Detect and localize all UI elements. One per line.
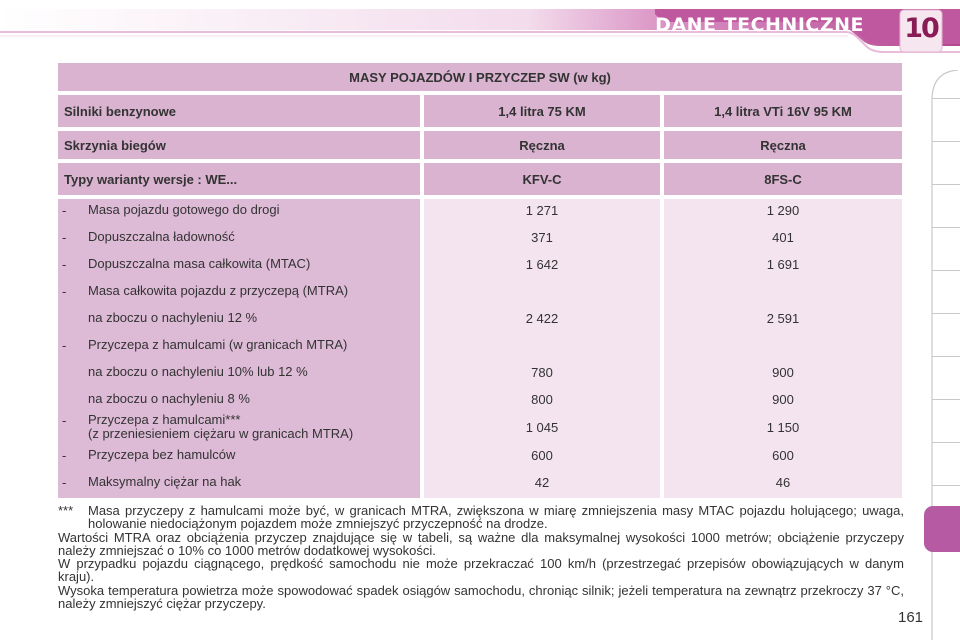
row-value-col1: 1 642	[525, 257, 559, 272]
tab-divider	[932, 399, 960, 400]
row-dash: -	[62, 257, 67, 272]
tab-divider	[932, 141, 960, 142]
table-body	[58, 199, 902, 498]
row-value-col1: 780	[531, 365, 553, 380]
table-title-row	[58, 63, 902, 91]
row-value-col2: 1 150	[766, 420, 800, 435]
tab-divider	[932, 485, 960, 486]
row-dash: -	[62, 475, 67, 490]
row-value-col1: 1 045	[525, 420, 559, 435]
header-col1: 1,4 litra 75 KM	[424, 95, 660, 127]
row-dash: -	[62, 284, 67, 299]
row-value-col1: 42	[534, 475, 550, 490]
row-label: na zboczu o nachyleniu 12 %	[88, 310, 258, 325]
tab-edge-outline	[924, 70, 960, 640]
tab-divider	[932, 184, 960, 185]
row-value-col2: 1 290	[766, 203, 800, 218]
footnote	[58, 504, 904, 531]
page-number: 161	[898, 609, 924, 626]
table-header-row	[58, 131, 902, 159]
row-value-col2: 900	[772, 392, 794, 407]
tab-divider	[932, 356, 960, 357]
row-label: Masa całkowita pojazdu z przyczepą (MTRA)	[88, 283, 349, 298]
row-value-col1: 371	[531, 230, 553, 245]
row-value-col2: 600	[772, 448, 794, 463]
header-label: Skrzynia biegów	[58, 131, 420, 159]
header-col2: 8FS-C	[664, 163, 902, 195]
row-value-col2: 401	[772, 230, 794, 245]
row-label: Dopuszczalna ładowność	[88, 229, 235, 244]
row-label-line1: Przyczepa z hamulcami***	[88, 412, 241, 427]
row-label-line2: (z przeniesieniem ciężaru w granicach MTRA)	[88, 426, 354, 441]
active-chapter-tab[interactable]	[924, 506, 960, 552]
chapter-tabs	[924, 70, 960, 640]
header-col2: Ręczna	[664, 131, 902, 159]
tab-divider	[932, 227, 960, 228]
note-paragraph: W przypadku pojazdu ciągnącego, prędkość samochodu nie może przekraczać 100 km/h (przestrzegać przepisów obowiązujących w danym kraju).	[58, 556, 904, 585]
row-dash: -	[62, 230, 67, 245]
header-col2: 1,4 litra VTi 16V 95 KM	[664, 95, 902, 127]
row-value-col2: 46	[775, 475, 791, 490]
row-label: Masa pojazdu gotowego do drogi	[88, 202, 280, 217]
footnote-text: Masa przyczepy z hamulcami może być, w granicach MTRA, zwiększona w miarę zmniejszenia masy MTAC pojazdu holującego; uwaga, holowanie niedociążonym pojazdem może zmniejszyć przyczepność na drodze.	[88, 503, 904, 532]
row-value-col1: 2 422	[525, 311, 559, 326]
row-value-col1: 1 271	[525, 203, 559, 218]
row-value-col2: 900	[772, 365, 794, 380]
note-paragraph: Wysoka temperatura powietrza może spowodować spadek osiągów samochodu, chroniąc silnik; jeżeli temperatura na zewnątrz przekroczy 37 °C, należy zmniejszyć ciężar przyczepy.	[58, 582, 904, 612]
note-paragraph: Wartości MTRA oraz obciążenia przyczep znajdujące się w tabeli, są ważne dla maksymalnej wysokości 1000 metrów; obciążenie przyczepy należy zmniejszać o 10% co 1000 metrów dodatkowej wysokości.	[58, 529, 904, 558]
header-col1: KFV-C	[424, 163, 660, 195]
row-value-col2: 2 591	[766, 311, 800, 326]
footnote-mark: ***	[58, 503, 74, 518]
table-title: MASY POJAZDÓW I PRZYCZEP SW (w kg)	[58, 63, 902, 91]
row-value-col1: 800	[531, 392, 553, 407]
table-header-row	[58, 95, 902, 127]
row-dash: -	[62, 448, 67, 463]
row-dash: -	[62, 203, 67, 218]
header-label: Typy warianty wersje : WE...	[58, 163, 420, 195]
tab-divider	[932, 442, 960, 443]
notes-section	[58, 504, 904, 610]
row-label: Dopuszczalna masa całkowita (MTAC)	[88, 256, 311, 271]
row-label: na zboczu o nachyleniu 10% lub 12 %	[88, 364, 308, 379]
tab-divider	[932, 313, 960, 314]
chapter-number: 10	[904, 13, 938, 44]
row-label: na zboczu o nachyleniu 8 %	[88, 391, 250, 406]
chapter-title: DANE TECHNICZNE	[655, 14, 864, 36]
row-dash: -	[62, 338, 67, 353]
row-label: Maksymalny ciężar na hak	[88, 474, 242, 489]
tab-divider	[932, 98, 960, 99]
row-label: Przyczepa bez hamulców	[88, 447, 236, 462]
header-label: Silniki benzynowe	[58, 95, 420, 127]
table-header-row	[58, 163, 902, 195]
row-dash: -	[62, 413, 67, 428]
tab-divider	[932, 270, 960, 271]
row-label	[88, 413, 418, 441]
row-label: Przyczepa z hamulcami (w granicach MTRA)	[88, 337, 348, 352]
header-col1: Ręczna	[424, 131, 660, 159]
row-value-col1: 600	[531, 448, 553, 463]
row-value-col2: 1 691	[766, 257, 800, 272]
